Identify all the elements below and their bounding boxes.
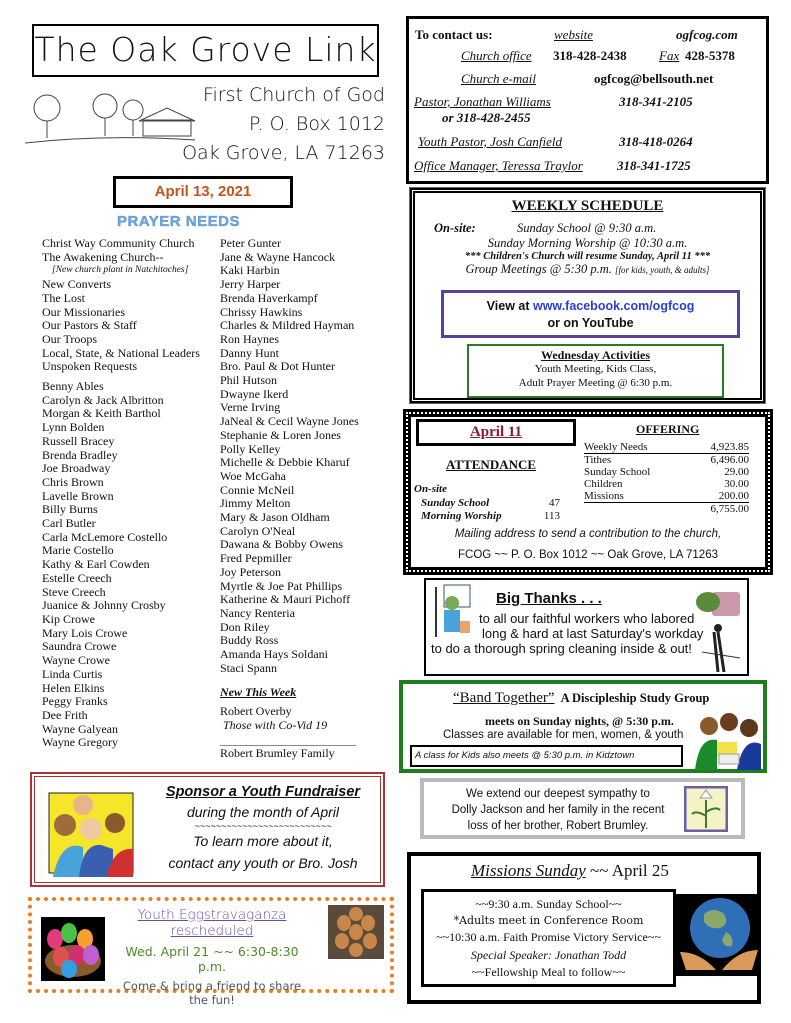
- offering-value: 200.00: [688, 490, 749, 503]
- prayer-note: [New church plant in Natchitoches]: [52, 265, 189, 276]
- prayer-item: Joe Broadway: [42, 461, 111, 476]
- egg-when: Wed. April 21 ~~ 6:30-8:30 p.m.: [125, 944, 299, 974]
- offering-label: Weekly Needs: [584, 441, 688, 454]
- website-link[interactable]: ogfcog.com: [676, 27, 738, 42]
- prayer-item: The Awakening Church--: [42, 249, 164, 264]
- prayer-item: Connie McNeil: [220, 482, 295, 497]
- prayer-item: Michelle & Debbie Kharuf: [220, 455, 350, 470]
- group-note: [for kids, youth, & adults]: [615, 265, 710, 275]
- wednesday-line2: Adult Prayer Meeting @ 6:30 p.m.: [518, 377, 673, 389]
- group-meetings: Group Meetings @ 5:30 p.m.: [465, 262, 612, 276]
- sponsor-line3: contact any youth or Bro. Josh: [168, 855, 358, 871]
- prayer-item: Kip Crowe: [42, 611, 95, 626]
- prayer-list-col2: [220, 237, 359, 760]
- youtube-label: or on YouTube: [547, 316, 634, 330]
- band-line1: meets on Sunday nights, @ 5:30 p.m.: [485, 714, 674, 728]
- missions-speaker: Special Speaker: Jonathan Todd: [470, 948, 627, 962]
- offering-row: [584, 478, 749, 490]
- mailing-address: FCOG ~~ P. O. Box 1012 ~~ Oak Grove, LA 71263: [458, 549, 718, 561]
- eggstravaganza-box: [28, 897, 394, 1007]
- prayer-item: Dawana & Bobby Owens: [220, 537, 343, 552]
- offering-row: [584, 466, 749, 478]
- po-box: P. O. Box 1012: [249, 113, 385, 135]
- prayer-item: Kaki Harbin: [220, 263, 280, 278]
- prayer-item: Benny Ables: [42, 379, 104, 394]
- prayer-item: Local, State, & National Leaders: [42, 345, 200, 360]
- prayer-item: Russell Bracey: [42, 433, 115, 448]
- facebook-box: [441, 290, 740, 338]
- sympathy-line2: Dolly Jackson and her family in the recent: [451, 804, 665, 816]
- prayer-item: Chrissy Hawkins: [220, 304, 303, 319]
- prayer-item: Brenda Haverkampf: [220, 290, 318, 305]
- worship-attendance: 113: [543, 510, 560, 522]
- missions-line3: ~~10:30 a.m. Faith Promise Victory Service~~: [436, 930, 661, 944]
- prayer-item: Bro. Paul & Dot Hunter: [220, 359, 335, 374]
- prayer-item: Billy Burns: [42, 502, 98, 517]
- offering-row: [584, 490, 749, 503]
- email-label: Church e-mail: [461, 71, 536, 86]
- prayer-item: Ron Haynes: [220, 331, 279, 346]
- prayer-item: Wayne Crowe: [42, 653, 111, 668]
- sponsor-title: Sponsor a Youth Fundraiser: [165, 784, 361, 800]
- attendance-offering-box: [403, 409, 773, 575]
- prayer-item: Fred Pepmiller: [220, 551, 292, 566]
- newsletter-title: The Oak Grove Link: [32, 24, 379, 77]
- prayer-item: Wayne Galyean: [42, 721, 118, 736]
- prayer-item: New Converts: [42, 277, 111, 292]
- prayer-item: Carla McLemore Costello: [42, 529, 168, 544]
- worship-time: Sunday Morning Worship @ 10:30 a.m.: [487, 236, 688, 250]
- big-thanks-box: [424, 578, 749, 676]
- prayer-item: Dee Frith: [42, 707, 88, 722]
- sympathy-line3: loss of her brother, Robert Brumley.: [467, 820, 649, 832]
- offering-title: OFFERING: [636, 422, 700, 436]
- missions-title: Missions Sunday: [471, 861, 586, 880]
- prayer-item: Amanda Hays Soldani: [220, 647, 328, 662]
- prayer-needs-title: PRAYER NEEDS: [117, 213, 240, 230]
- prayer-note: Those with Co-Vid 19: [223, 717, 328, 732]
- prayer-item: Katherine & Mauri Pichoff: [220, 592, 351, 607]
- gardening-icon: [694, 582, 746, 672]
- youth-group-image: [43, 783, 139, 877]
- prayer-item: Estelle Creech: [42, 570, 112, 585]
- office-phone: 318-428-2438: [553, 48, 627, 63]
- onsite-label: On-site:: [434, 221, 476, 235]
- offering-value: 29.00: [724, 466, 749, 478]
- egg-invite: Come & bring a friend to share the fun!: [122, 979, 302, 1007]
- childrens-church-note: *** Children's Church will resume Sunday, April 11 ***: [464, 251, 711, 262]
- weekly-schedule: [410, 188, 765, 403]
- globe-in-hands-image: [674, 894, 758, 976]
- prayer-item: Our Pastors & Staff: [42, 318, 137, 333]
- prayer-item: Staci Spann: [220, 660, 277, 675]
- offering-label: Children: [584, 478, 623, 490]
- missions-line2: *Adults meet in Conference Room: [453, 914, 644, 927]
- prayer-item: Woe McGaha: [220, 468, 287, 483]
- prayer-item: The Lost: [42, 290, 85, 305]
- prayer-item: Jimmy Melton: [220, 496, 291, 511]
- lily-icon: [684, 786, 728, 832]
- pastor-label: Pastor, Jonathan Williams: [414, 94, 551, 109]
- prayer-item: Kathy & Earl Cowden: [42, 557, 150, 572]
- prayer-item: Dwayne Ikerd: [220, 386, 289, 401]
- sponsor-tilde-divider: ~~~~~~~~~~~~~~~~~~~~~~~~~~: [194, 822, 332, 831]
- prayer-item: Robert Overby: [220, 704, 292, 719]
- prayer-item: Myrtle & Joe Pat Phillips: [220, 578, 343, 593]
- prayer-item: Danny Hunt: [220, 345, 279, 360]
- prayer-item: Carolyn O'Neal: [220, 523, 296, 538]
- worship-attendance-label: Morning Worship: [421, 510, 502, 522]
- church-illustration: [25, 88, 197, 152]
- prayer-item: Wayne Gregory: [42, 735, 119, 750]
- fax-label: Fax: [659, 48, 680, 63]
- issue-date: April 13, 2021: [113, 176, 293, 208]
- office-manager-phone: 318-341-1725: [617, 158, 691, 173]
- thanks-line3: to do a thorough spring cleaning inside & out!: [431, 641, 692, 656]
- prayer-item: Buddy Ross: [220, 633, 279, 648]
- prayer-item: Lavelle Brown: [42, 488, 114, 503]
- view-at-label: View at: [486, 299, 533, 313]
- offering-table: [584, 441, 749, 515]
- prayer-item: Brenda Bradley: [42, 447, 118, 462]
- prayer-item: Carl Butler: [42, 516, 96, 531]
- missions-date: ~~ April 25: [590, 861, 669, 880]
- sponsor-fundraiser-box: [31, 773, 384, 886]
- prayer-item: Jerry Harper: [220, 277, 281, 292]
- prayer-item: Peggy Franks: [42, 694, 108, 709]
- office-label: Church office: [461, 48, 532, 63]
- prayer-item: Morgan & Keith Barthol: [42, 406, 161, 421]
- offering-label: Sunday School: [584, 466, 651, 478]
- ss-attendance-label: Sunday School: [421, 497, 490, 509]
- thanks-line2: long & hard at last Saturday's workday: [482, 626, 704, 641]
- sunday-school-time: Sunday School @ 9:30 a.m.: [517, 221, 657, 235]
- missions-schedule: [421, 889, 676, 987]
- kids-class-note: A class for Kids also meets @ 5:30 p.m. in Kidztown: [410, 745, 683, 767]
- brown-eggs-image: [328, 905, 384, 959]
- offering-label: Missions: [584, 490, 688, 503]
- divider: [220, 733, 356, 746]
- thanks-line1: to all our faithful workers who labored: [479, 611, 695, 626]
- prayer-item: Saundra Crowe: [42, 639, 117, 654]
- offering-row: [584, 454, 749, 467]
- prayer-item: Chris Brown: [42, 474, 104, 489]
- contact-label: To contact us:: [415, 27, 493, 42]
- missions-sunday-box: [407, 852, 761, 1004]
- prayer-item: Robert Brumley Family: [220, 745, 335, 760]
- city: Oak Grove, LA 71263: [182, 142, 385, 164]
- prayer-list-col1: [42, 237, 200, 750]
- facebook-link[interactable]: www.facebook.com/ogfcog: [532, 299, 695, 313]
- sympathy-box: [420, 778, 745, 839]
- website-label: website: [554, 27, 593, 42]
- sponsor-line2: To learn more about it,: [193, 833, 333, 849]
- offering-value: 6,755.00: [710, 503, 749, 515]
- mailing-note: Mailing address to send a contribution to the church,: [454, 528, 722, 540]
- prayer-item: Verne Irving: [220, 400, 281, 415]
- offering-row: [584, 441, 749, 454]
- prayer-item: Carolyn & Jack Albritton: [42, 392, 164, 407]
- band-title: “Band Together”: [453, 690, 555, 706]
- wednesday-line1: Youth Meeting, Kids Class,: [534, 363, 657, 375]
- prayer-item: Our Missionaries: [42, 304, 125, 319]
- attendance-date: April 11: [416, 419, 576, 446]
- prayer-item: Our Troops: [42, 331, 98, 346]
- prayer-item: Steve Creech: [42, 584, 106, 599]
- offering-label: [584, 503, 688, 516]
- offering-value: 4,923.85: [688, 441, 749, 454]
- cleaner-icon: [430, 583, 474, 639]
- prayer-item: JaNeal & Cecil Wayne Jones: [220, 414, 359, 429]
- band-subtitle: A Discipleship Study Group: [560, 691, 710, 705]
- wednesday-box: [467, 344, 724, 398]
- offering-label: Tithes: [584, 454, 612, 466]
- new-this-week-heading: New This Week: [220, 684, 297, 699]
- sponsor-line1: during the month of April: [186, 804, 339, 820]
- missions-line1: ~~9:30 a.m. Sunday School~~: [475, 897, 622, 911]
- easter-eggs-image: [41, 917, 105, 981]
- youth-pastor-label: Youth Pastor, Josh Canfield: [418, 134, 562, 149]
- prayer-item: Unspoken Requests: [42, 359, 137, 374]
- prayer-item: Mary Lois Crowe: [42, 625, 128, 640]
- prayer-item: Nancy Renteria: [220, 605, 295, 620]
- band-together-box: [399, 680, 767, 773]
- email-link[interactable]: ogfcog@bellsouth.net: [594, 71, 714, 86]
- prayer-item: Joy Peterson: [220, 564, 281, 579]
- prayer-item: Stephanie & Loren Jones: [220, 427, 341, 442]
- office-manager-label: Office Manager, Teressa Traylor: [414, 158, 583, 173]
- prayer-item: Mary & Jason Oldham: [220, 510, 330, 525]
- sympathy-line1: We extend our deepest sympathy to: [466, 788, 650, 800]
- prayer-item: Peter Gunter: [220, 236, 281, 250]
- prayer-item: Don Riley: [220, 619, 270, 634]
- prayer-item: Christ Way Community Church: [42, 236, 195, 250]
- youth-pastor-phone: 318-418-0264: [619, 134, 693, 149]
- weekly-title: WEEKLY SCHEDULE: [511, 198, 664, 214]
- offering-row: [584, 503, 749, 516]
- prayer-item: Polly Kelley: [220, 441, 281, 456]
- thanks-title: Big Thanks . . .: [496, 590, 602, 607]
- missions-line5: ~~Fellowship Meal to follow~~: [471, 965, 626, 979]
- study-group-icon: [693, 712, 763, 770]
- prayer-item: Phil Hutson: [220, 373, 278, 388]
- offering-value: 30.00: [724, 478, 749, 490]
- fax-number: 428-5378: [685, 48, 735, 63]
- band-line2: Classes are available for men, women, & youth: [443, 729, 684, 741]
- prayer-item: Juanice & Johnny Crosby: [42, 598, 166, 613]
- prayer-item: Jane & Wayne Hancock: [220, 249, 336, 264]
- pastor-phone: 318-341-2105: [619, 94, 693, 109]
- attendance-title: ATTENDANCE: [446, 457, 537, 472]
- offering-value: 6,496.00: [710, 454, 749, 466]
- prayer-item: Linda Curtis: [42, 666, 103, 681]
- contact-box: [406, 16, 769, 184]
- prayer-item: Helen Elkins: [42, 680, 105, 695]
- prayer-item: Lynn Bolden: [42, 420, 105, 435]
- wednesday-title: Wednesday Activities: [540, 348, 650, 362]
- egg-title: Youth Eggstravaganza rescheduled: [137, 907, 287, 939]
- prayer-item: Charles & Mildred Hayman: [220, 318, 355, 333]
- ss-attendance: 47: [549, 497, 560, 509]
- church-name: First Church of God: [202, 84, 385, 106]
- prayer-item: Marie Costello: [42, 543, 114, 558]
- onsite-label: On-site: [414, 483, 447, 495]
- pastor-alt-phone: or 318-428-2455: [442, 110, 531, 125]
